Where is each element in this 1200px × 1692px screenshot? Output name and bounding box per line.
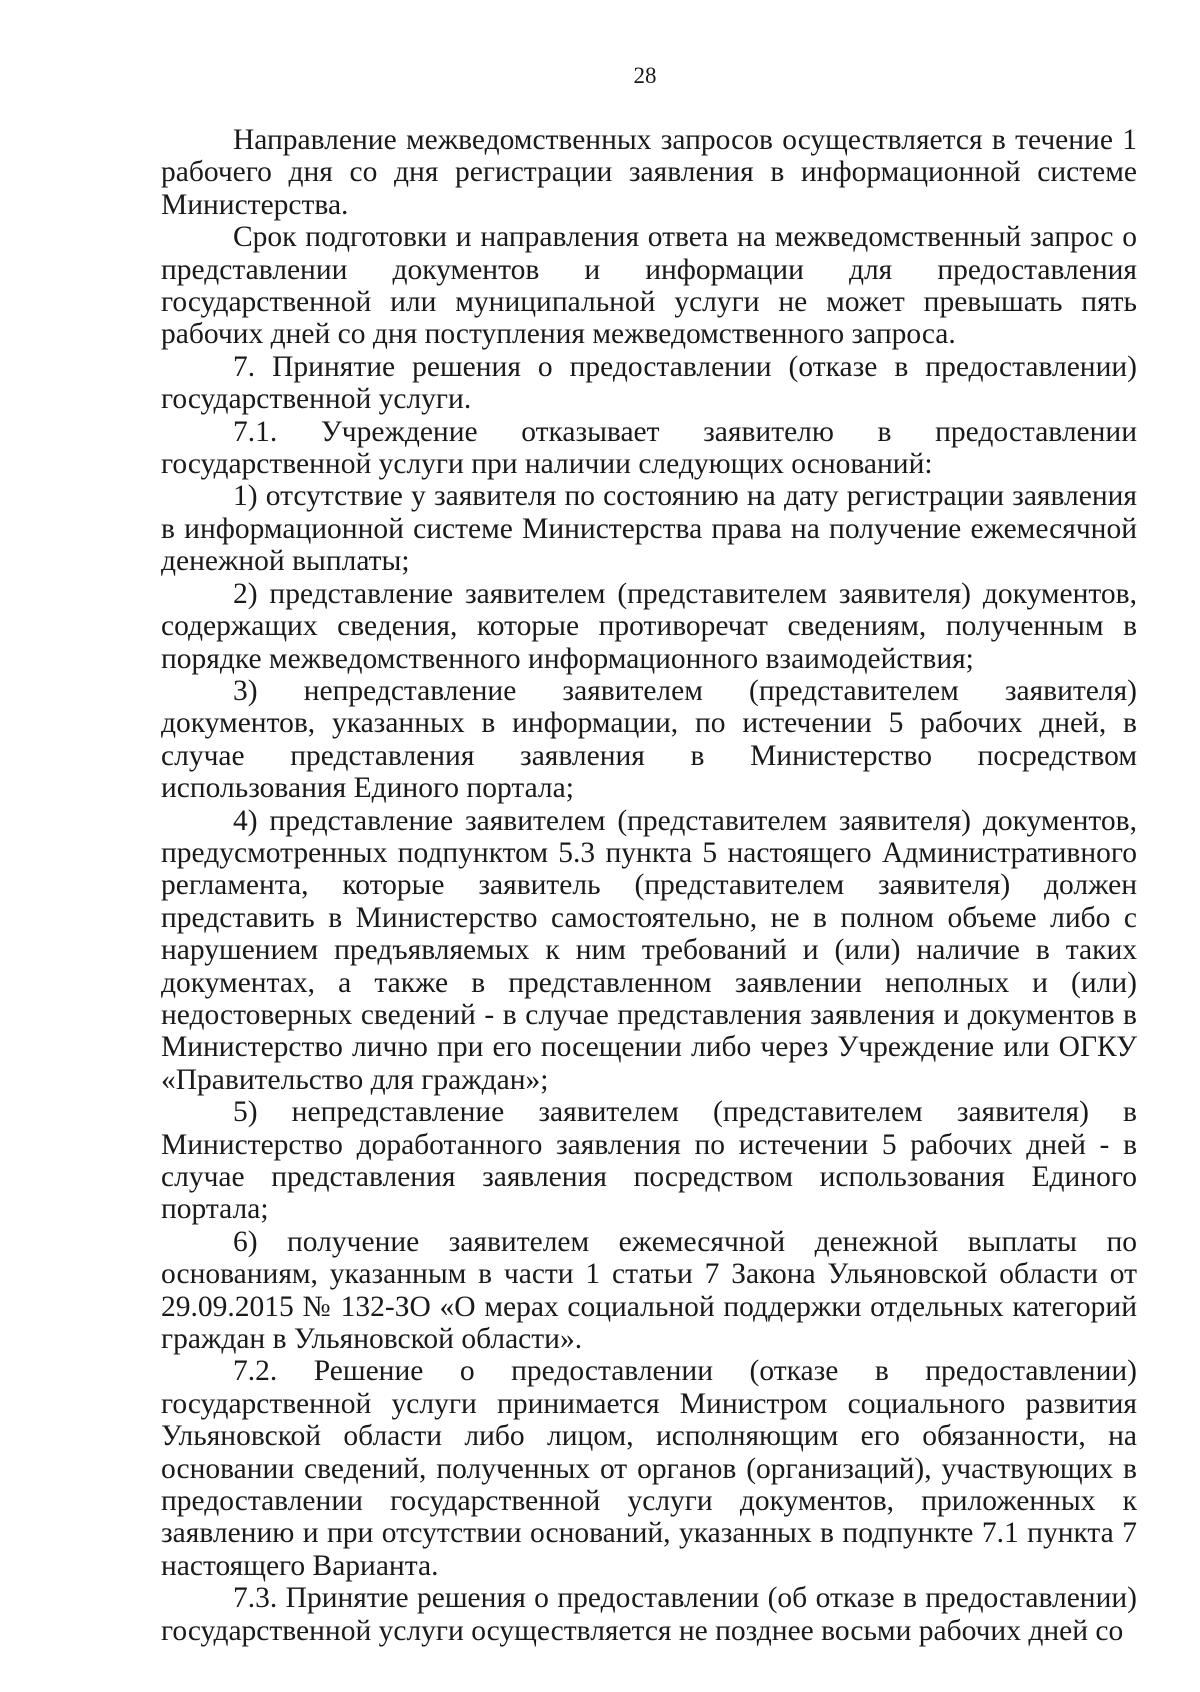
- list-item-3: 3) непредставление заявителем (представителем заявителя) документов, указанных в информации, по истечении 5 рабочих дней, в случае представления заявления в Министерство посредством использования Единого портала;: [161, 674, 1137, 805]
- list-item-5: 5) непредставление заявителем (представителем заявителя) в Министерство доработанного заявления по истечении 5 рабочих дней - в случае представления заявления посредством использования Единого портала;: [161, 1096, 1137, 1226]
- section-7-heading: 7. Принятие решения о предоставлении (отказе в предоставлении) государственной услуги.: [161, 350, 1137, 416]
- section-7-2: 7.2. Решение о предоставлении (отказе в предоставлении) государственной услуги принимается Министром социального развития Ульяновской области либо лицом, исполняющим его обязанности, на основании сведений, полученных от органов (организаций), участвующих в предоставлении государственной услуги документов, приложенных к заявлению и при отсутствии оснований, указанных в подпункте 7.1 пункта 7 настоящего Варианта.: [161, 1355, 1137, 1582]
- paragraph-response-deadline: Срок подготовки и направления ответа на межведомственный запрос о представлении документов и информации для предоставления государственной или муниципальной услуги не может превышать пять рабочих дней со дня поступления межведомственного запроса.: [161, 221, 1137, 351]
- page-number: 28: [633, 63, 657, 88]
- section-7-3: 7.3. Принятие решения о предоставлении (об отказе в предоставлении) государственной услуги осуществляется не позднее восьми рабочих дней со: [161, 1582, 1137, 1647]
- paragraph-interagency-requests: Направление межведомственных запросов осуществляется в течение 1 рабочего дня со дня регистрации заявления в информационной системе Министерства.: [161, 124, 1137, 221]
- document-body: [161, 124, 1137, 1647]
- list-item-4: 4) представление заявителем (представителем заявителя) документов, предусмотренных подпунктом 5.3 пункта 5 настоящего Административного регламента, которые заявитель (представителем заявителя) должен представить в Министерство самостоятельно, не в полном объеме либо с нарушением предъявляемых к ним требований и (или) наличие в таких документах, а также в представленном заявлении неполных и (или) недостоверных сведений - в случае представления заявления и документов в Министерство лично при его посещении либо через Учреждение или ОГКУ «Правительство для граждан»;: [161, 804, 1137, 1096]
- section-7-1: 7.1. Учреждение отказывает заявителю в предоставлении государственной услуги при наличии следующих оснований:: [161, 415, 1137, 481]
- list-item-2: 2) представление заявителем (представителем заявителя) документов, содержащих сведения, которые противоречат сведениям, полученным в порядке межведомственного информационного взаимодействия;: [161, 577, 1137, 675]
- list-item-1: 1) отсутствие у заявителя по состоянию на дату регистрации заявления в информационной системе Министерства права на получение ежемесячной денежной выплаты;: [161, 480, 1137, 578]
- list-item-6: 6) получение заявителем ежемесячной денежной выплаты по основаниям, указанным в части 1 статьи 7 Закона Ульяновской области от 29.09.2015 № 132-ЗО «О мерах социальной поддержки отдельных категорий граждан в Ульяновской области».: [161, 1225, 1137, 1356]
